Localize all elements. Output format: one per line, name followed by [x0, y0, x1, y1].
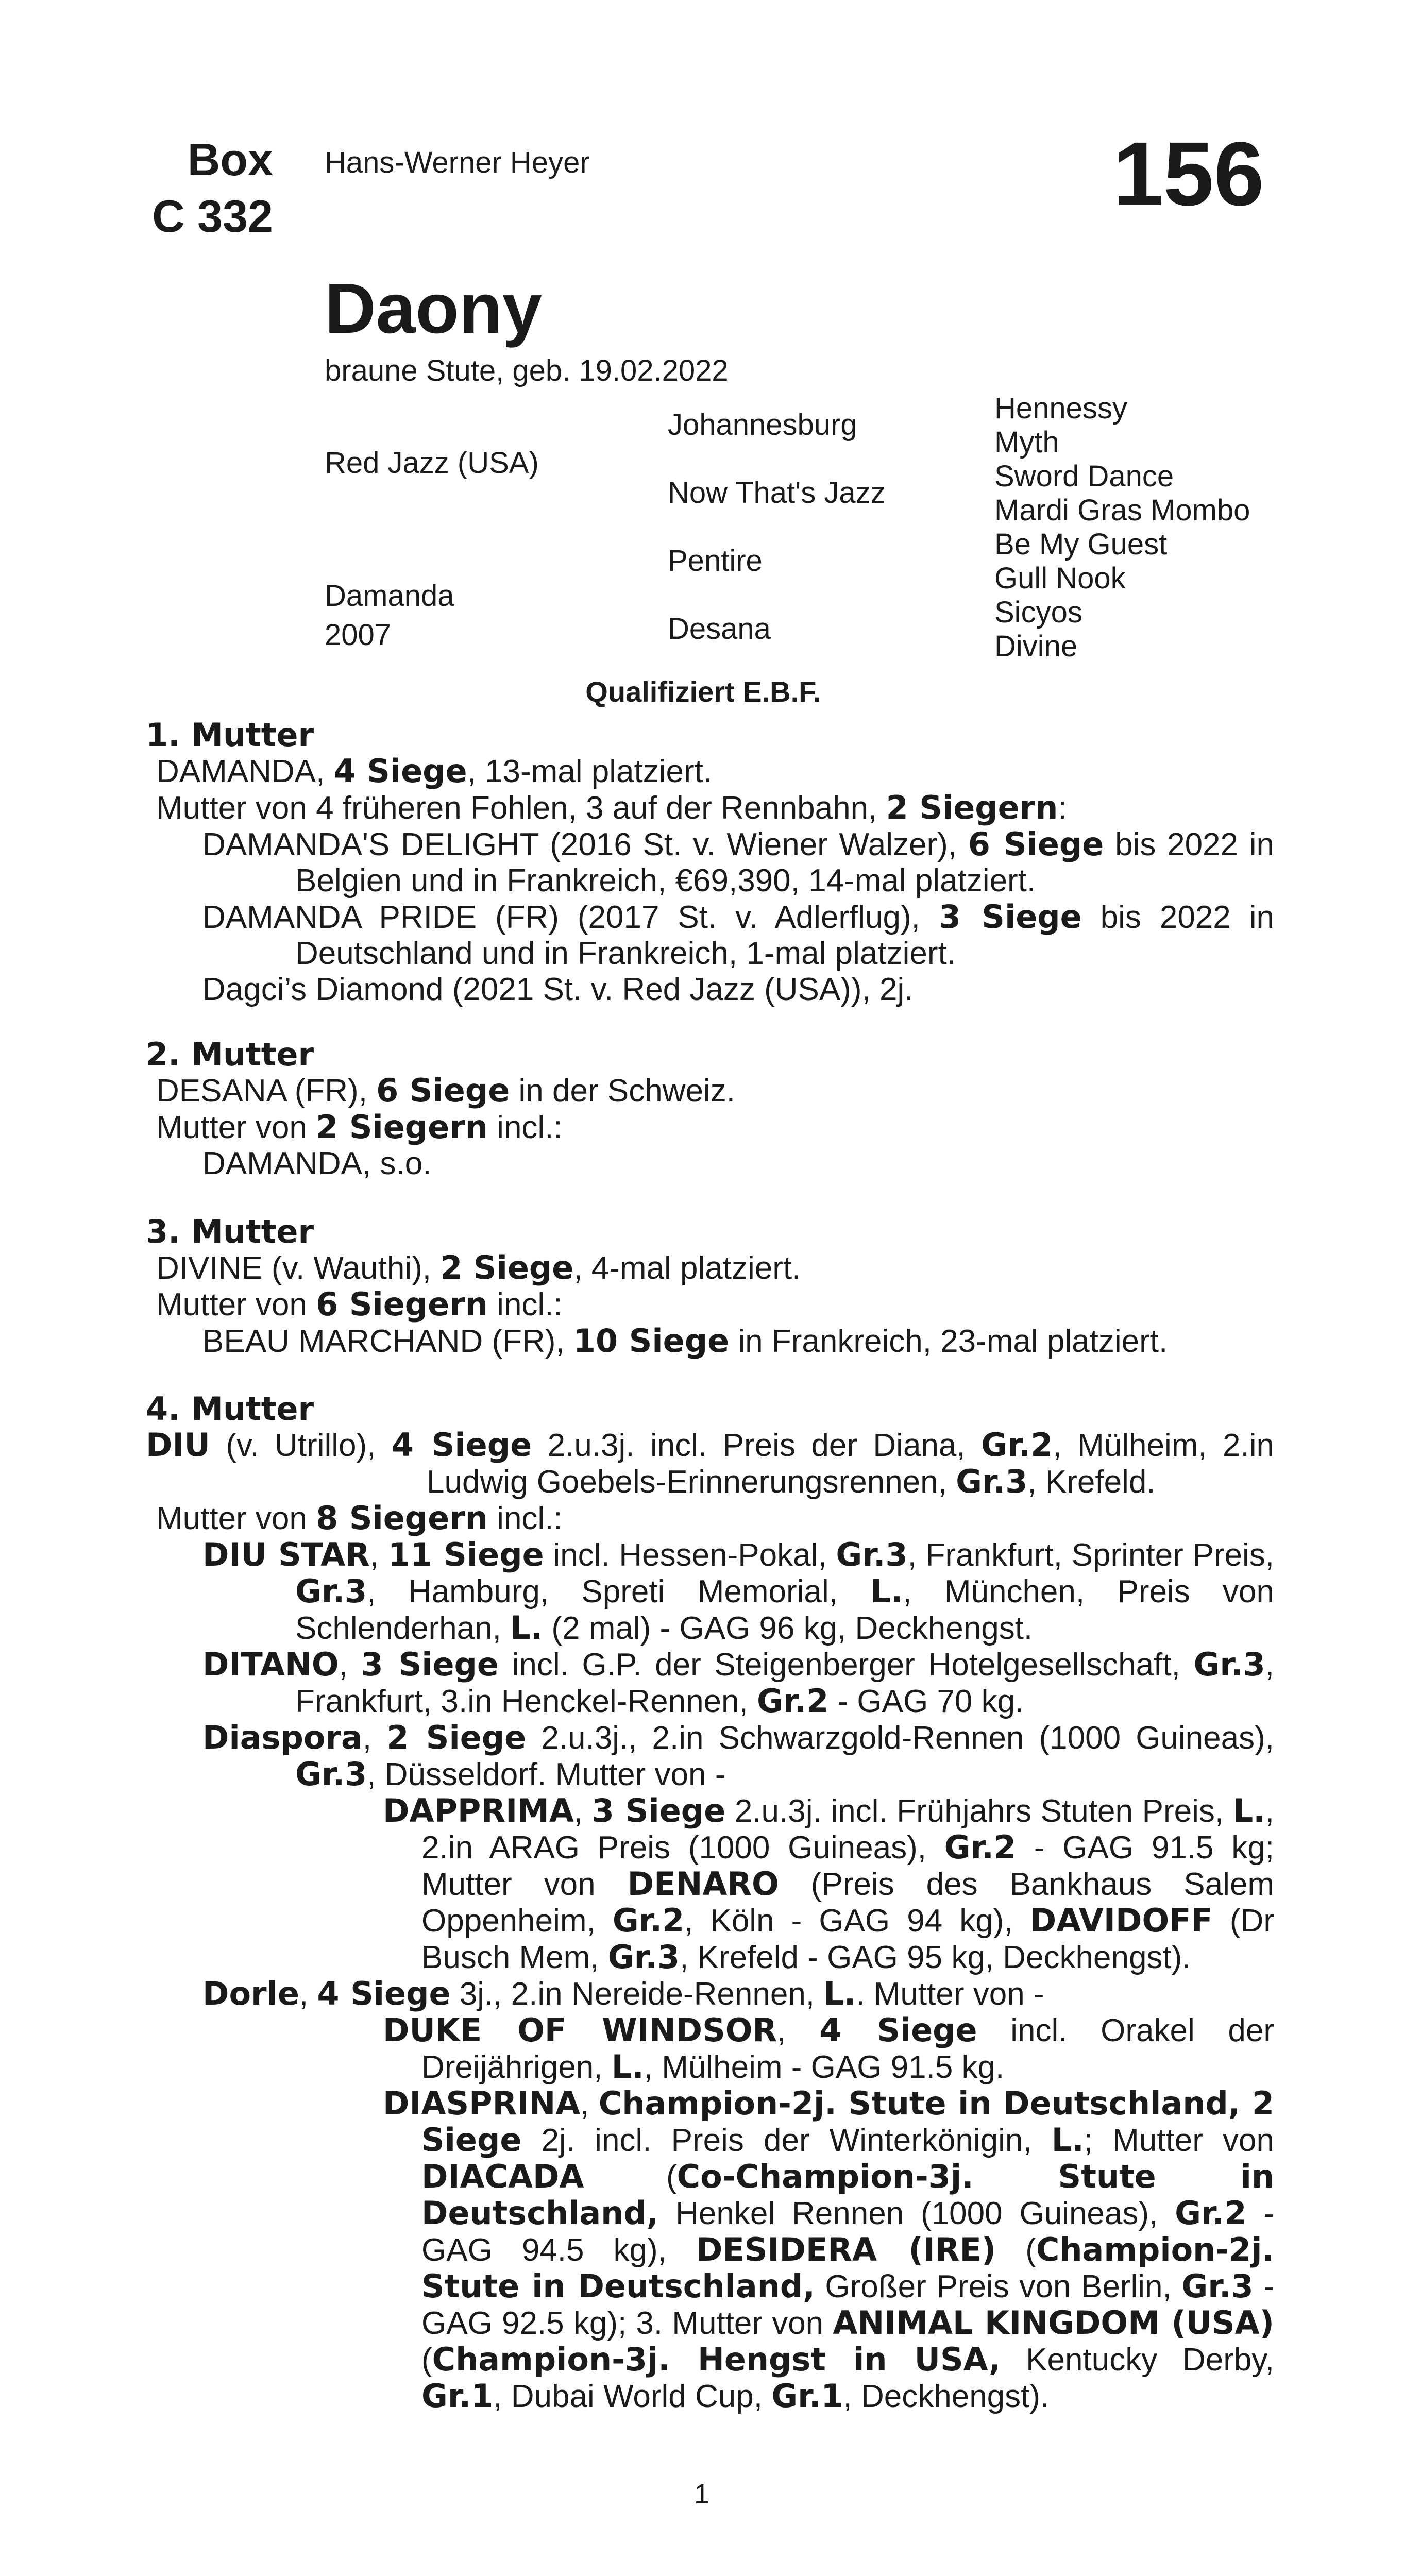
- offspring-entry: Dagci’s Diamond (2021 St. v. Red Jazz (USA)), 2j.: [202, 972, 914, 1007]
- pedigree-dam: Damanda: [325, 579, 454, 613]
- offspring-entry: DITANO, 3 Siege incl. G.P. der Steigenberger Hotelgesellschaft, Gr.3, Frankfurt, 3.in Henckel-Rennen, Gr.2 - GAG 70 kg.: [202, 1646, 1274, 1720]
- produce-summary: Mutter von 6 Siegern incl.:: [156, 1285, 563, 1323]
- section-heading: 1. Mutter: [146, 716, 314, 754]
- horse-description: braune Stute, geb. 19.02.2022: [325, 354, 729, 387]
- pedigree-dam-dam: Desana: [668, 612, 771, 646]
- page-number: 1: [693, 2479, 710, 2510]
- dam-record: DAMANDA, 4 Siege, 13-mal platziert.: [156, 752, 713, 790]
- offspring-entry: Diaspora, 2 Siege 2.u.3j., 2.in Schwarzgold-Rennen (1000 Guineas), Gr.3, Düsseldorf. Mutter von -: [202, 1719, 1274, 1793]
- horse-name: Daony: [325, 269, 542, 348]
- pedigree-sire: Red Jazz (USA): [325, 446, 539, 480]
- offspring-entry: DIU STAR, 11 Siege incl. Hessen-Pokal, Gr.3, Frankfurt, Sprinter Preis, Gr.3, Hamburg, Spreti Memorial, L., München, Preis von Schlenderhan, L. (2 mal) - GAG 96 kg, Deckhengst.: [202, 1536, 1275, 1647]
- pedigree-sire-dam: Now That's Jazz: [668, 476, 886, 510]
- lot-number: 156: [1113, 124, 1264, 225]
- section-first-dam: [146, 717, 1274, 1008]
- qualification-note: Qualifiziert E.B.F.: [585, 675, 821, 708]
- dam-record: DESANA (FR), 6 Siege in der Schweiz.: [156, 1072, 735, 1109]
- dam-record: DIU (v. Utrillo), 4 Siege 2.u.3j. incl. Preis der Diana, Gr.2, Mülheim, 2.in Ludwig Goebels-Erinnerungsrennen, Gr.3, Krefeld.: [146, 1426, 1274, 1500]
- offspring-entry: Dorle, 4 Siege 3j., 2.in Nereide-Rennen, L.. Mutter von -: [202, 1975, 1044, 2012]
- pedigree-sire-sire: Johannesburg: [668, 408, 857, 442]
- offspring-entry: DAMANDA, s.o.: [202, 1146, 432, 1181]
- pedigree-gen3-2: Myth: [994, 426, 1059, 459]
- section-second-dam: [146, 1037, 1274, 1182]
- produce-summary: Mutter von 8 Siegern incl.:: [156, 1499, 563, 1537]
- section-heading: 4. Mutter: [146, 1390, 314, 1428]
- offspring-entry: DAMANDA'S DELIGHT (2016 St. v. Wiener Walzer), 6 Siege bis 2022 in Belgien und in Frankreich, €69,390, 14-mal platziert.: [202, 825, 1274, 899]
- produce-summary: Mutter von 4 früheren Fohlen, 3 auf der Rennbahn, 2 Siegern:: [156, 789, 1067, 826]
- section-heading: 2. Mutter: [146, 1036, 314, 1073]
- pedigree-gen3-7: Sicyos: [994, 596, 1082, 629]
- dam-record: DIVINE (v. Wauthi), 2 Siege, 4-mal platziert.: [156, 1249, 801, 1286]
- section-third-dam: [146, 1214, 1274, 1360]
- offspring-entry: BEAU MARCHAND (FR), 10 Siege in Frankreich, 23-mal platziert.: [202, 1322, 1168, 1360]
- breeder-name: Hans-Werner Heyer: [325, 146, 590, 179]
- box-number: C 332: [152, 191, 273, 242]
- pedigree-dam-sire: Pentire: [668, 544, 763, 578]
- offspring-entry: DAPPRIMA, 3 Siege 2.u.3j. incl. Frühjahrs Stuten Preis, L., 2.in ARAG Preis (1000 Guineas), Gr.2 - GAG 91.5 kg; Mutter von DENARO (Preis des Bankhaus Salem Oppenheim, Gr.2, Köln - GAG 94 kg), DAVIDOFF (Dr Busch Mem, Gr.3, Krefeld - GAG 95 kg, Deckhengst).: [383, 1792, 1275, 1976]
- section-fourth-dam: [146, 1391, 1274, 2415]
- pedigree-gen3-3: Sword Dance: [994, 460, 1174, 493]
- pedigree-gen3-8: Divine: [994, 630, 1078, 663]
- offspring-entry: DIASPRINA, Champion-2j. Stute in Deutschland, 2 Siege 2j. incl. Preis der Winterkönigin, L.; Mutter von DIACADA (Co-Champion-3j. Stute in Deutschland, Henkel Rennen (1000 Guineas), Gr.2 - GAG 94.5 kg), DESIDERA (IRE) (Champion-2j. Stute in Deutschland, Großer Preis von Berlin, Gr.3 - GAG 92.5 kg); 3. Mutter von ANIMAL KINGDOM (USA) (Champion-3j. Hengst in USA, Kentucky Derby, Gr.1, Dubai World Cup, Gr.1, Deckhengst).: [383, 2084, 1275, 2415]
- pedigree-gen3-5: Be My Guest: [994, 528, 1168, 561]
- pedigree-gen3-6: Gull Nook: [994, 562, 1126, 595]
- pedigree-gen3-1: Hennessy: [994, 392, 1127, 425]
- box-label: Box: [187, 134, 273, 185]
- pedigree-gen3-4: Mardi Gras Mombo: [994, 494, 1250, 527]
- offspring-entry: DUKE OF WINDSOR, 4 Siege incl. Orakel der Dreijährigen, L., Mülheim - GAG 91.5 kg.: [383, 2011, 1274, 2086]
- section-heading: 3. Mutter: [146, 1213, 314, 1250]
- produce-summary: Mutter von 2 Siegern incl.:: [156, 1108, 563, 1146]
- offspring-entry: DAMANDA PRIDE (FR) (2017 St. v. Adlerflug), 3 Siege bis 2022 in Deutschland und in Frankreich, 1-mal platziert.: [202, 898, 1274, 971]
- pedigree-dam-year: 2007: [325, 618, 392, 652]
